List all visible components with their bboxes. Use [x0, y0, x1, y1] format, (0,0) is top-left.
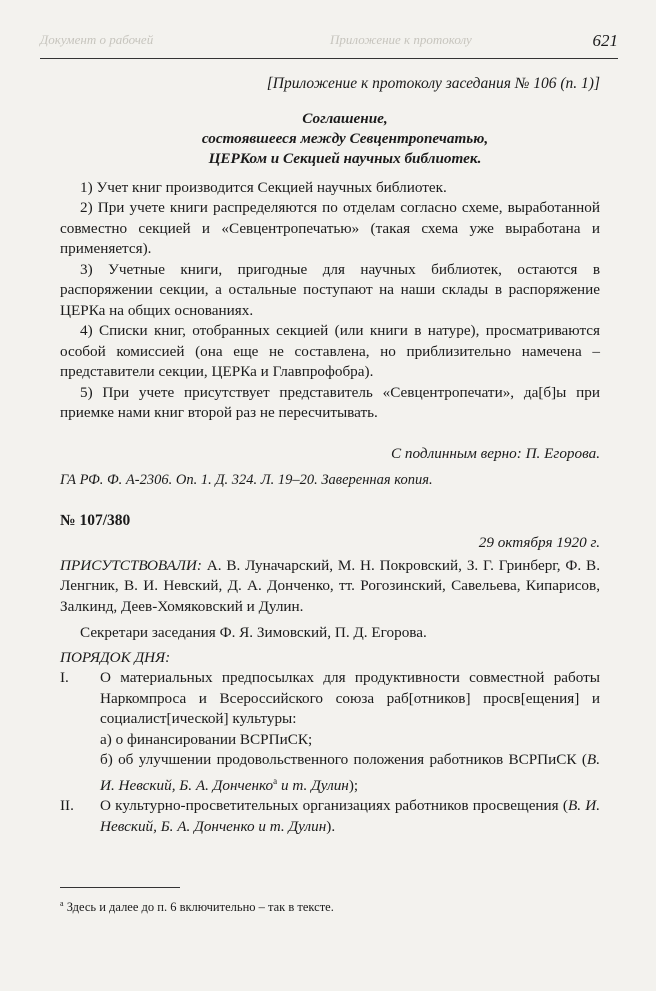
- attendees: [60, 556, 600, 618]
- page-number: 621: [592, 31, 618, 50]
- annex-heading: [Приложение к протоколу заседания № 106 (п. 1)]: [266, 75, 600, 92]
- secretaries: Секретари заседания Ф. Я. Зимовский, П. Д. Егорова.: [80, 624, 427, 641]
- footnote-marker: а: [60, 899, 64, 908]
- agreement-title: [60, 109, 600, 169]
- agreement-line-3: ЦЕРКом и Секцией научных библиотек.: [208, 149, 482, 167]
- attendees-label: ПРИСУТСТВОВАЛИ:: [60, 556, 202, 574]
- agenda-item-2: [60, 796, 600, 837]
- agenda-item-1: [60, 668, 600, 730]
- main-text: [60, 74, 600, 837]
- agreement-line-1: Соглашение,: [302, 109, 388, 127]
- agreement-line-2: состоявшееся между Севцентропечатью,: [201, 129, 489, 147]
- agreement-item-1: 1) Учет книг производится Секцией научных библиотек.: [80, 178, 447, 196]
- agenda-item-1-number: I.: [60, 669, 69, 686]
- agenda-item-2-speakers: В. И. Невский, Б. А. Донченко и т. Дулин: [100, 797, 600, 835]
- ghost-header-right: Приложение к протоколу: [330, 32, 472, 47]
- agenda-item-2-number: II.: [60, 797, 74, 815]
- protocol-date: 29 октября 1920 г.: [478, 534, 600, 551]
- agreement-item-5: 5) При учете присутствует представитель «Севцентропечати», да[б]ы при приемке нами книг второй раз не пересчитывать.: [60, 383, 600, 421]
- attendees-list: А. В. Луначарский, М. Н. Покровский, З. Г. Гринберг, Ф. В. Ленгник, В. И. Невский, Д. А. Донченко, тт. Рогозинский, Савельева, Кипарисов, Залкинд, Деев-Хомяковский и Дулин.: [60, 556, 600, 615]
- agenda-subitem-b-speakers: В. И. Невский, Б. А. Донченко: [100, 751, 600, 794]
- agreement-item-4: 4) Списки книг, отобранных секцией (или книги в натуре), просматриваются особой комиссией (она еще не составлена, но приблизительно намечена – представители секции, ЦЕРКа и Главпрофобра).: [60, 322, 600, 380]
- header-rule: [40, 58, 618, 59]
- agreement-items: [60, 178, 600, 424]
- agenda-subitem-a: а) о финансировании ВСРПиСК;: [100, 730, 313, 748]
- agreement-item-3: 3) Учетные книги, пригодные для научных библиотек, остаются в распоряжении секции, а остальные поступают на наши склады в распоряжение ЦЕРКа на общих основаниях.: [60, 260, 600, 319]
- archive-reference: ГА РФ. Ф. А-2306. Оп. 1. Д. 324. Л. 19–20. Заверенная копия.: [60, 472, 433, 488]
- agenda-subitem-b: б) об улучшении продовольственного положения работников ВСРПиСК (В. И. Невский, Б. А. Донченко$^а$ и т. Дулин);: [100, 751, 600, 794]
- agenda-item-2-text: О культурно-просветительных организациях работников просвещения: [100, 797, 559, 815]
- ghost-header-left: Документ о рабочей: [40, 32, 154, 47]
- agenda-item-2-body: О культурно-просветительных организациях работников просвещения (В. И. Невский, Б. А. Донченко и т. Дулин).: [100, 797, 600, 835]
- agenda-title: ПОРЯДОК ДНЯ:: [60, 648, 171, 666]
- agreement-item-2: 2) При учете книги распределяются по отделам согласно схеме, выработанной совместно секцией и «Севцентропечатью» (такая схема уже выработана и применяется).: [60, 199, 600, 257]
- agenda-subitem-b-text: б) об улучшении продовольственного положения работников ВСРПиСК: [100, 751, 577, 768]
- footnote: [60, 899, 334, 915]
- signature: С подлинным верно: П. Егорова.: [391, 444, 600, 462]
- protocol-number: № 107/380: [60, 511, 131, 529]
- agenda-subitem-b-speaker-tail: и т. Дулин: [277, 776, 349, 794]
- footnote-rule: [60, 887, 180, 888]
- agenda-item-1-text: О материальных предпосылках для продуктивности совместной работы Наркомпроса и Всероссийского союза раб[отников] просв[ещения] и социалист[ической] культуры:: [100, 669, 600, 727]
- footnote-marker-ref: а: [273, 775, 278, 786]
- footnote-text: Здесь и далее до п. 6 включительно – так в тексте.: [63, 900, 334, 915]
